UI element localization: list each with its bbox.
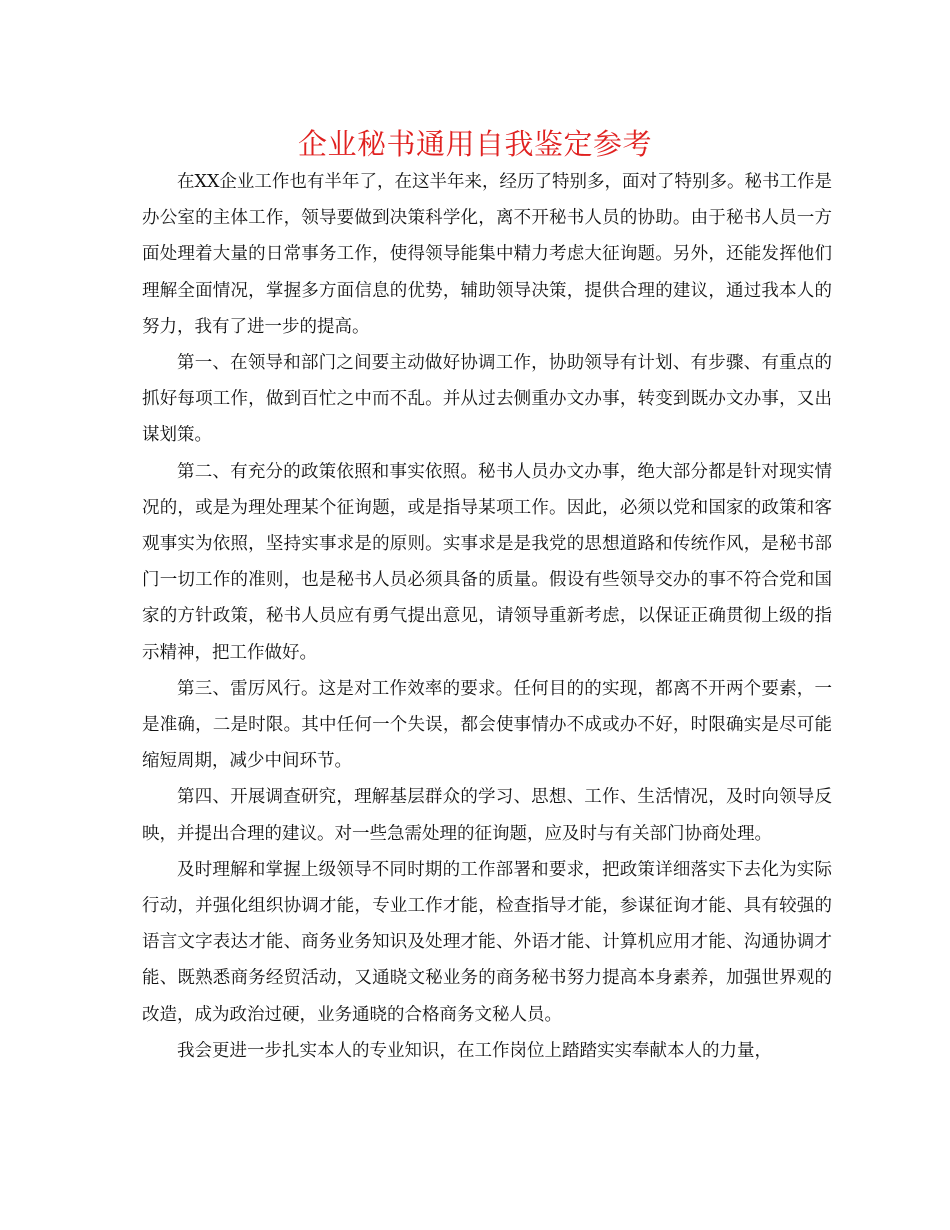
- paragraph-fourth: 第四、开展调查研究，理解基层群众的学习、思想、工作、生活情况，及时向领导反映，并提出合理的建议。对一些急需处理的征询题，应及时与有关部门协商处理。: [142, 787, 832, 844]
- paragraph-fifth: 及时理解和掌握上级领导不同时期的工作部署和要求，把政策详细落实下去化为实际行动，并强化组织协调才能，专业工作才能，检查指导才能，参谋征询才能、具有较强的语言文字表达才能、商务业务知识及处理才能、外语才能、计算机应用才能、沟通协调才能、既熟悉商务经贸活动，又通晓文秘业务的商务秘书努力提高本身素养，加强世界观的改造，成为政治过硬，业务通晓的合格商务文秘人员。: [142, 859, 832, 1025]
- paragraph-first: 第一、在领导和部门之间要主动做好协调工作，协助领导有计划、有步骤、有重点的抓好每项工作，做到百忙之中而不乱。并从过去侧重办文办事，转变到既办文办事，又出谋划策。: [142, 353, 832, 446]
- paragraph-third: 第三、雷厉风行。这是对工作效率的要求。任何目的的实现，都离不开两个要素，一是准确，二是时限。其中任何一个失误，都会使事情办不成或办不好，时限确实是尽可能缩短周期，减少中间环节。: [142, 678, 832, 772]
- paragraph-second: 第二、有充分的政策依照和事实依照。秘书人员办文办事，绝大部分都是针对现实情况的，或是为理处理某个征询题，或是指导某项工作。因此，必须以党和国家的政策和客观事实为依照，坚持实事求是的原则。实事求是是我党的思想道路和传统作风，是秘书部门一切工作的准则，也是秘书人员必须具备的质量。假设有些领导交办的事不符合党和国家的方针政策，秘书人员应有勇气提出意见，请领导重新考虑，以保证正确贯彻上级的指示精神，把工作做好。: [142, 461, 832, 663]
- document-body: [142, 164, 832, 1069]
- paragraph-closing: 我会更进一步扎实本人的专业知识，在工作岗位上踏踏实实奉献本人的力量，: [177, 1040, 772, 1061]
- document-title: 企业秘书通用自我鉴定参考: [297, 127, 652, 161]
- paragraph-intro: 在XX企业工作也有半年了，在这半年来，经历了特别多，面对了特别多。秘书工作是办公室的主体工作，领导要做到决策科学化，离不开秘书人员的协助。由于秘书人员一方面处理着大量的日常事务工作，使得领导能集中精力考虑大征询题。另外，还能发挥他们理解全面情况，掌握多方面信息的优势，辅助领导决策，提供合理的建议，通过我本人的努力，我有了进一步的提高。: [142, 172, 832, 337]
